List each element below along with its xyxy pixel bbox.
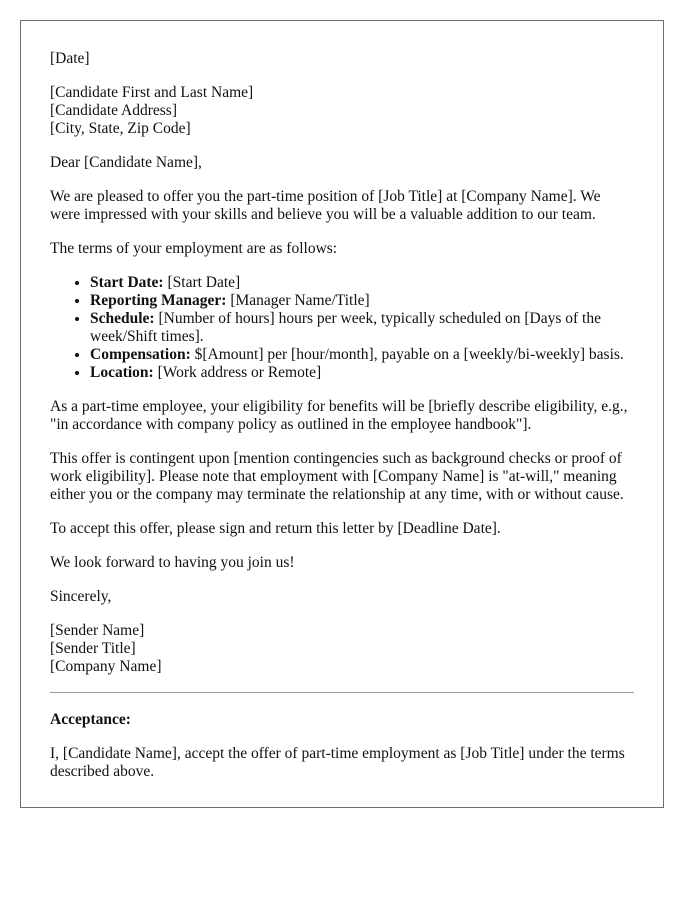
term-reporting-manager	[90, 292, 634, 310]
recipient-block	[50, 84, 634, 138]
terms-intro: The terms of your employment are as follows:	[50, 240, 338, 257]
term-label: Start Date:	[90, 274, 164, 291]
term-value: [Number of hours] hours per week, typically scheduled on [Days of the week/Shift times].	[90, 310, 601, 345]
contingency-paragraph: This offer is contingent upon [mention contingencies such as background checks or proof of work eligibility]. Please note that employment with [Company Name] is "at-will," meaning either you or the company may terminate the relationship at any time, with or without cause.	[50, 450, 624, 503]
letter-body	[50, 50, 634, 797]
term-label: Compensation:	[90, 346, 191, 363]
term-value: $[Amount] per [hour/month], payable on a [weekly/bi-weekly] basis.	[190, 346, 624, 363]
term-location	[90, 364, 634, 382]
benefits-paragraph: As a part-time employee, your eligibility for benefits will be [briefly describe eligibility, e.g., "in accordance with company policy as outlined in the employee handbook"].	[50, 398, 628, 433]
term-start-date	[90, 274, 634, 292]
acceptance-title: Acceptance:	[50, 711, 131, 728]
accept-instructions: To accept this offer, please sign and return this letter by [Deadline Date].	[50, 520, 501, 537]
section-divider	[50, 692, 634, 693]
term-schedule	[90, 310, 634, 346]
sender-block	[50, 622, 634, 676]
term-label: Schedule:	[90, 310, 155, 327]
recipient-name: [Candidate First and Last Name]	[50, 84, 254, 101]
term-value: [Manager Name/Title]	[226, 292, 370, 309]
term-value: [Work address or Remote]	[153, 364, 322, 381]
intro-paragraph: We are pleased to offer you the part-time position of [Job Title] at [Company Name]. We were impressed with your skills and believe you will be a valuable addition to our team.	[50, 188, 601, 223]
letter-page	[20, 20, 664, 808]
recipient-address: [Candidate Address]	[50, 102, 177, 119]
term-value: [Start Date]	[163, 274, 241, 291]
term-label: Reporting Manager:	[90, 292, 227, 309]
term-compensation	[90, 346, 634, 364]
recipient-city: [City, State, Zip Code]	[50, 120, 191, 137]
salutation: Dear [Candidate Name],	[50, 154, 202, 171]
sender-title: [Sender Title]	[50, 640, 136, 657]
closing-line: We look forward to having you join us!	[50, 554, 295, 571]
letter-date: [Date]	[50, 50, 90, 67]
signoff: Sincerely,	[50, 588, 112, 605]
sender-name: [Sender Name]	[50, 622, 145, 639]
sender-company: [Company Name]	[50, 658, 162, 675]
acceptance-text: I, [Candidate Name], accept the offer of part-time employment as [Job Title] under the terms described above.	[50, 745, 625, 780]
term-label: Location:	[90, 364, 154, 381]
terms-list	[50, 274, 634, 382]
